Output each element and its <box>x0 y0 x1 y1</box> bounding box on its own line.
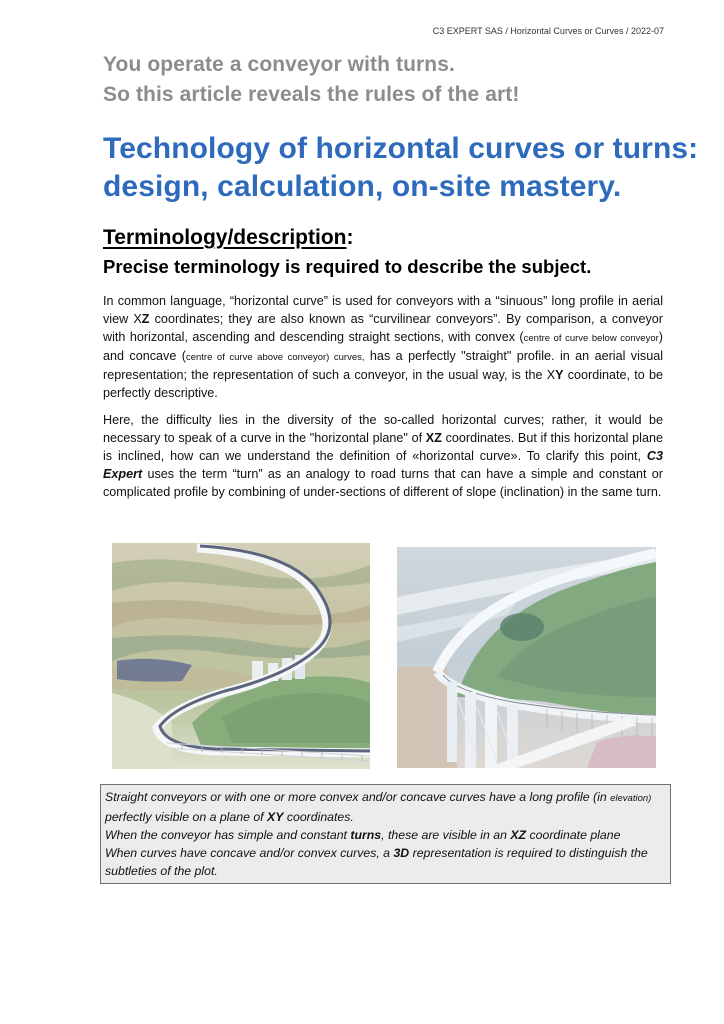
title-line-1: Technology of horizontal curves or turns: <box>103 132 699 165</box>
text-run: Here, the difficulty lies in the diversity of the so-called horizontal curves; rather, it would be necessary to speak of a curve in the "horizontal plane" of <box>103 413 663 445</box>
intro-line-2: So this article reveals the rules of the art! <box>103 83 520 106</box>
title-line-2: design, calculation, on-site mastery. <box>103 170 622 203</box>
text-run: coordinate plane <box>526 828 621 842</box>
page-title <box>103 130 698 206</box>
section-heading-colon: : <box>346 226 354 249</box>
section-heading <box>103 224 353 252</box>
paragraph-difficulty <box>103 412 663 502</box>
text-run: When the conveyor has simple and constant <box>105 828 351 842</box>
section-heading-text: Terminology/description <box>103 226 347 249</box>
bold-run: XY <box>267 810 284 824</box>
text-run: has a perfectly "straight" profile. in an aerial visual representation; the representation of such a conveyor, in the usual way, is the X <box>103 348 664 382</box>
small-run: centre of curve above conveyor) curves, <box>185 351 365 363</box>
small-run: centre of curve below conveyor <box>523 332 659 344</box>
photo-winding-conveyor-image <box>112 543 370 769</box>
note-line-3 <box>105 844 666 880</box>
bold-run: XZ <box>510 828 527 842</box>
text-run: ) and concave ( <box>103 329 663 363</box>
text-run: Straight conveyors or with one or more convex and/or concave curves have a long profile (in <box>105 790 611 804</box>
intro-teaser <box>103 50 519 110</box>
brand-name: C3 Expert <box>103 448 663 481</box>
text-run: , these are visible in an <box>381 828 511 842</box>
text-run: uses the term “turn” as an analogy to road turns that can have a simple and constant or complicated profile by combining of under-sections of different of slope (inclination) in the same turn. <box>103 466 663 499</box>
text-run: coordinates. <box>283 810 354 824</box>
text-run: When curves have concave and/or convex curves, a <box>105 846 394 860</box>
note-line-2 <box>105 826 666 844</box>
photo-viaduct-conveyor <box>397 547 656 768</box>
callout-note-box <box>100 784 671 884</box>
photo-viaduct-conveyor-image <box>397 547 656 768</box>
text-run: coordinates. But if this horizontal plane is inclined, how can we understand the definition of «horizontal curve». To clarify this point, <box>103 430 663 463</box>
text-run: coordinate, to be perfectly descriptive. <box>103 367 663 400</box>
small-run: elevation) <box>610 793 652 804</box>
running-header: C3 EXPERT SAS / Horizontal Curves or Curves / 2022-07 <box>432 26 664 36</box>
text-run: In common language, “horizontal curve” is used for conveyors with a “sinuous” long profile in aerial view X <box>103 294 663 326</box>
bold-run: turns <box>350 828 382 842</box>
bold-run: Y <box>555 367 564 382</box>
note-line-1 <box>105 788 666 826</box>
text-run: coordinates; they are also known as “curvilinear conveyors”. By comparison, a conveyor with horizontal, ascending and descending straight sections, with convex ( <box>103 311 663 344</box>
intro-line-1: You operate a conveyor with turns. <box>103 53 455 76</box>
bold-run: XZ <box>425 430 442 445</box>
bold-run: Z <box>141 311 150 326</box>
section-subheading: Precise terminology is required to describe the subject. <box>103 256 592 277</box>
bold-run: 3D <box>393 846 410 860</box>
paragraph-terminology <box>103 293 663 402</box>
text-run: representation is required to distinguish the subtleties of the plot. <box>105 846 648 878</box>
photo-winding-conveyor <box>112 543 370 769</box>
text-run: perfectly visible on a plane of <box>105 810 268 824</box>
